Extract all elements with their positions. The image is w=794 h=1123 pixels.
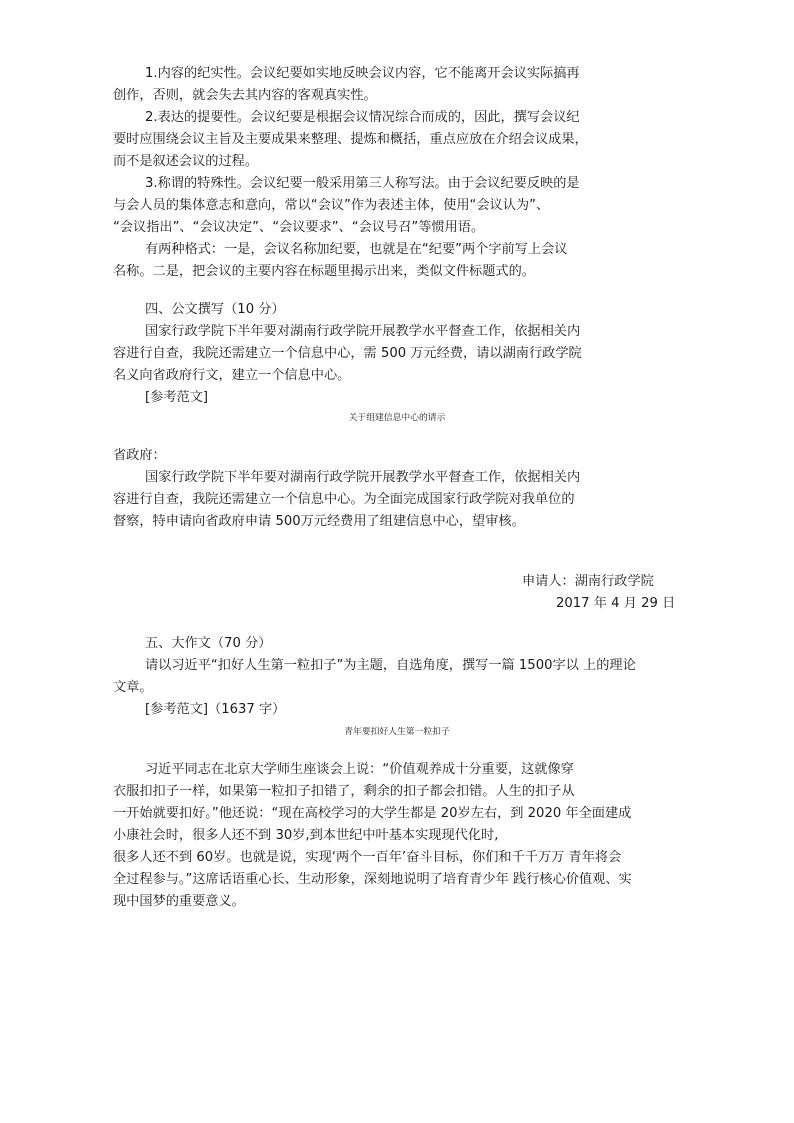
essay-line: 习近平同志在北京大学师生座谈会上说：“价值观养成十分重要，这就像穿 [145,762,574,777]
applicant-signature: 申请人：湖南行政学院 [522,574,654,589]
question-line: 请以习近平“扣好人生第一粒扣子”为主题，自选角度，撰写一篇 1500字以 上的理论 [145,658,636,673]
essay-title: 青年要扣好人生第一粒扣子 [344,727,450,737]
essay-line: 全过程参与。”这席话语重心长、生动形象，深刻地说明了培育青少年 践行核心价值观、实 [113,872,632,887]
paragraph-line: 与会人员的集体意志和意向，常以“会议”作为表述主体，使用“会议认为”、 [113,198,550,213]
paragraph-line: 创作，否则，就会失去其内容的客观真实性。 [113,88,377,103]
essay-line: 衣服扣扣子一样，如果第一粒扣子扣错了，剩余的扣子都会扣错。人生的扣子从 [113,784,575,799]
essay-line: 现中国梦的重要意义。 [113,894,245,909]
document-title: 关于组建信息中心的请示 [348,413,446,423]
paragraph-line: 3.称谓的特殊性。会议纪要一般采用第三人称写法。由于会议纪要反映的是 [145,176,580,191]
paragraph-line: 要时应围绕会议主旨及主要成果来整理、提炼和概括，重点应放在介绍会议成果， [113,132,588,147]
essay-line: 很多人还不到 60岁。也就是说，实现‘两个一百年’奋斗目标，你们和千千万万 青年将会 [113,850,622,865]
question-line: 容进行自查，我院还需建立一个信息中心，需 500 万元经费，请以湖南行政学院 [113,346,582,361]
paragraph-line: 1.内容的纪实性。会议纪要如实地反映会议内容，它不能离开会议实际搞再 [145,66,580,81]
paragraph-line: 名称。二是，把会议的主要内容在标题里揭示出来，类似文件标题式的。 [113,264,535,279]
body-line: 督察，特申请向省政府申请 500万元经费用了组建信息中心，望审核。 [113,514,525,529]
section-heading: 四、公文撰写（10 分） [145,302,285,317]
question-line: 国家行政学院下半年要对湖南行政学院开展教学水平督查工作，依据相关内 [145,324,581,339]
essay-line: 一开始就要扣好。”他还说：“现在高校学习的大学生都是 20岁左右，到 2020 年全面建成 [113,806,632,821]
paragraph-line: “会议指出”、“会议决定”、“会议要求”、“会议号召”等惯用语。 [113,220,485,235]
document-date: 2017 年 4 月 29 日 [556,596,676,611]
essay-line: 小康社会时，很多人还不到 30岁,到本世纪中叶基本实现现代化时, [113,828,499,843]
body-line: 容进行自查，我院还需建立一个信息中心。为全面完成国家行政学院对我单位的 [113,492,575,507]
paragraph-line: 2.表达的提要性。会议纪要是根据会议情况综合而成的，因此，撰写会议纪 [145,110,580,125]
reference-label: [参考范文]（1637 字） [145,702,286,717]
body-line: 国家行政学院下半年要对湖南行政学院开展教学水平督查工作，依据相关内 [145,470,581,485]
paragraph-line: 有两种格式：一是，会议名称加纪要，也就是在“纪要”两个字前写上会议 [145,242,568,257]
question-line: 文章。 [113,680,153,695]
addressee: 省政府： [113,448,166,463]
question-line: 名义向省政府行文，建立一个信息中心。 [113,368,351,383]
paragraph-line: 而不是叙述会议的过程。 [113,154,259,169]
section-heading: 五、大作文（70 分） [145,636,272,651]
reference-label: [参考范文] [145,390,209,405]
